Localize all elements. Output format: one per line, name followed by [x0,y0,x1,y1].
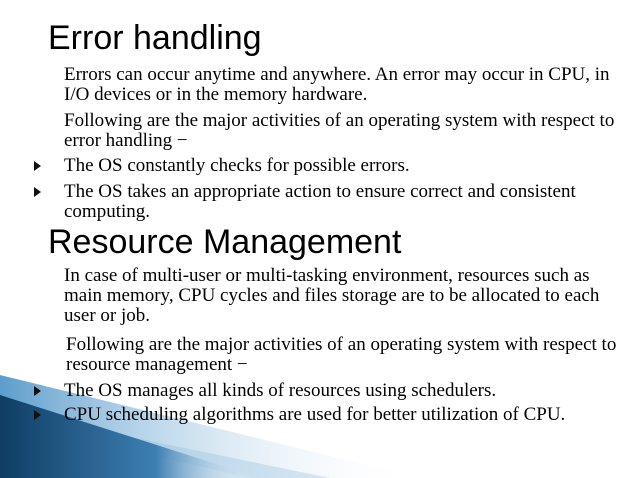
bullet-arrow-icon [34,386,41,396]
section-title-resource-management: Resource Management [48,223,402,261]
bullet-arrow-icon [34,410,41,420]
section-title-error-handling: Error handling [48,19,262,57]
resource-bullet-2: CPU scheduling algorithms are used for better utilization of CPU. [64,404,566,425]
bullet-arrow-icon [34,187,41,197]
bullet-arrow-icon [34,161,41,171]
error-bullet-2: The OS takes an appropriate action to ensure correct and consistent computing. [64,181,576,222]
resource-paragraph-1: In case of multi-user or multi-tasking environment, resources such as main memory, CPU cycles and files storage are to be allocated to each user or job. [64,265,600,326]
resource-paragraph-2: Following are the major activities of an operating system with respect to resource management − [66,334,617,375]
resource-bullet-1: The OS manages all kinds of resources using schedulers. [64,380,497,401]
error-paragraph-2: Following are the major activities of an operating system with respect to error handling − [64,110,615,151]
error-bullet-1: The OS constantly checks for possible errors. [64,155,410,176]
error-paragraph-1: Errors can occur anytime and anywhere. An error may occur in CPU, in I/O devices or in the memory hardware. [64,64,610,105]
